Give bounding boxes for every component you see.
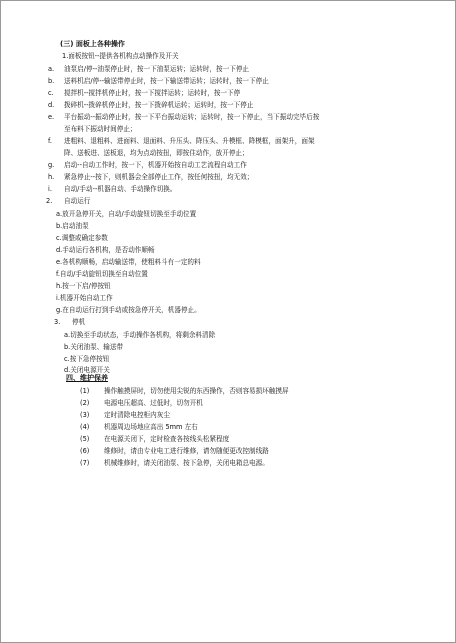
maintenance-item-5: (5) 在电源关闭下，定时检查各按线头松紧程度 (80, 435, 230, 443)
section-3-title: (三) 面板上各种操作 (60, 40, 125, 48)
list-item-f: f. 进粗料、退粗料、进面料、退面料、升压头、降压头、升模框、降模框，面架升，面架 (48, 137, 315, 145)
list-item-f-continued: 降、送板进、送板退，均为点动按扭，即按住动作，放开停止； (64, 149, 249, 157)
subsection-3-title: 3. 停机 (54, 318, 86, 326)
stop-step-d: d.关闭电源开关 (64, 366, 110, 374)
section-4-title: 四、维护保养 (66, 374, 108, 382)
list-item-a: a. 油泵启/停--油泵停止时，按一下油泵运转；运转时，按一下停止 (48, 65, 250, 73)
maintenance-item-2: (2) 电源电压超高、过低时，切勿开机 (80, 399, 203, 407)
list-item-h: h. 紧急停止--按下，则机器会全部停止工作，按任何按扭，均无效； (48, 173, 254, 181)
list-item-i: i. 自动/手动--机器自动、手动操作切换。 (48, 185, 177, 193)
auto-step-b: b.启动油泵 (56, 222, 89, 230)
auto-step-h: h.按一下启/停按钮 (56, 282, 111, 290)
maintenance-item-4: (4) 机器周边场地应高出 5mm 左右 (80, 423, 198, 431)
stop-step-c: c.按下急停按钮 (64, 355, 110, 363)
list-item-g: g. 启动--自动工作时，按一下，机器开始按自动工艺流程自动工作 (48, 161, 247, 169)
auto-step-c: c.调整或确定参数 (56, 234, 108, 242)
auto-step-i: i.机器开始自动工作 (56, 294, 113, 302)
list-item-e-continued: 至布料下振动时间停止； (64, 125, 137, 133)
maintenance-item-1: (1) 操作触摸屏时，切勿使用尖锐的东西操作，否则容易损坏触摸屏 (80, 387, 289, 395)
auto-step-f: f.自动/手动旋钮切换至自动位置 (56, 270, 148, 278)
subsection-1-title: 1.面板按钮--提供各机构点动操作及开关 (62, 52, 179, 60)
auto-step-a: a.放开急停开关，自动/手动旋钮切换至手动位置 (56, 210, 197, 218)
list-item-e: e. 平台振动--振动停止时，按一下平台振动运转；运转时，按一下停止，当下振动完毕后按 (48, 113, 320, 121)
maintenance-item-3: (3) 定时清除电控柜内灰尘 (80, 411, 170, 419)
maintenance-item-7: (7) 机械维修时，请关闭油泵、按下急停，关闭电箱总电源。 (80, 459, 269, 467)
auto-step-g: g.在自动运行打到手动或按急停开关，机器停止。 (56, 306, 201, 314)
subsection-2-title: 2. 自动运行 (46, 197, 91, 205)
list-item-d: d. 拨碎机--拨碎机停止时，按一下拨碎机运转；运转时，按一下停止 (48, 101, 254, 109)
auto-step-e: e.各机构顺畅，启动输送带，使粗料斗有一定的料 (56, 258, 201, 266)
auto-step-d: d.手动运行各机构，是否动作顺畅 (56, 246, 155, 254)
maintenance-item-6: (6) 维修时，请由专业电工进行维修，请勿随便更改控制线路 (80, 447, 269, 455)
stop-step-b: b.关闭油泵、输送带 (64, 343, 124, 351)
stop-step-a: a.切换至手动状态，手动操作各机构，将剩余料清除 (64, 331, 216, 339)
list-item-b: b. 送料机启/停--输送带停止时，按一下输送带运转；运转时，按一下停止 (48, 77, 269, 85)
list-item-c: c. 搅拌机--搅拌机停止时，按一下搅拌运转；运转时，按一下停 (48, 89, 241, 97)
